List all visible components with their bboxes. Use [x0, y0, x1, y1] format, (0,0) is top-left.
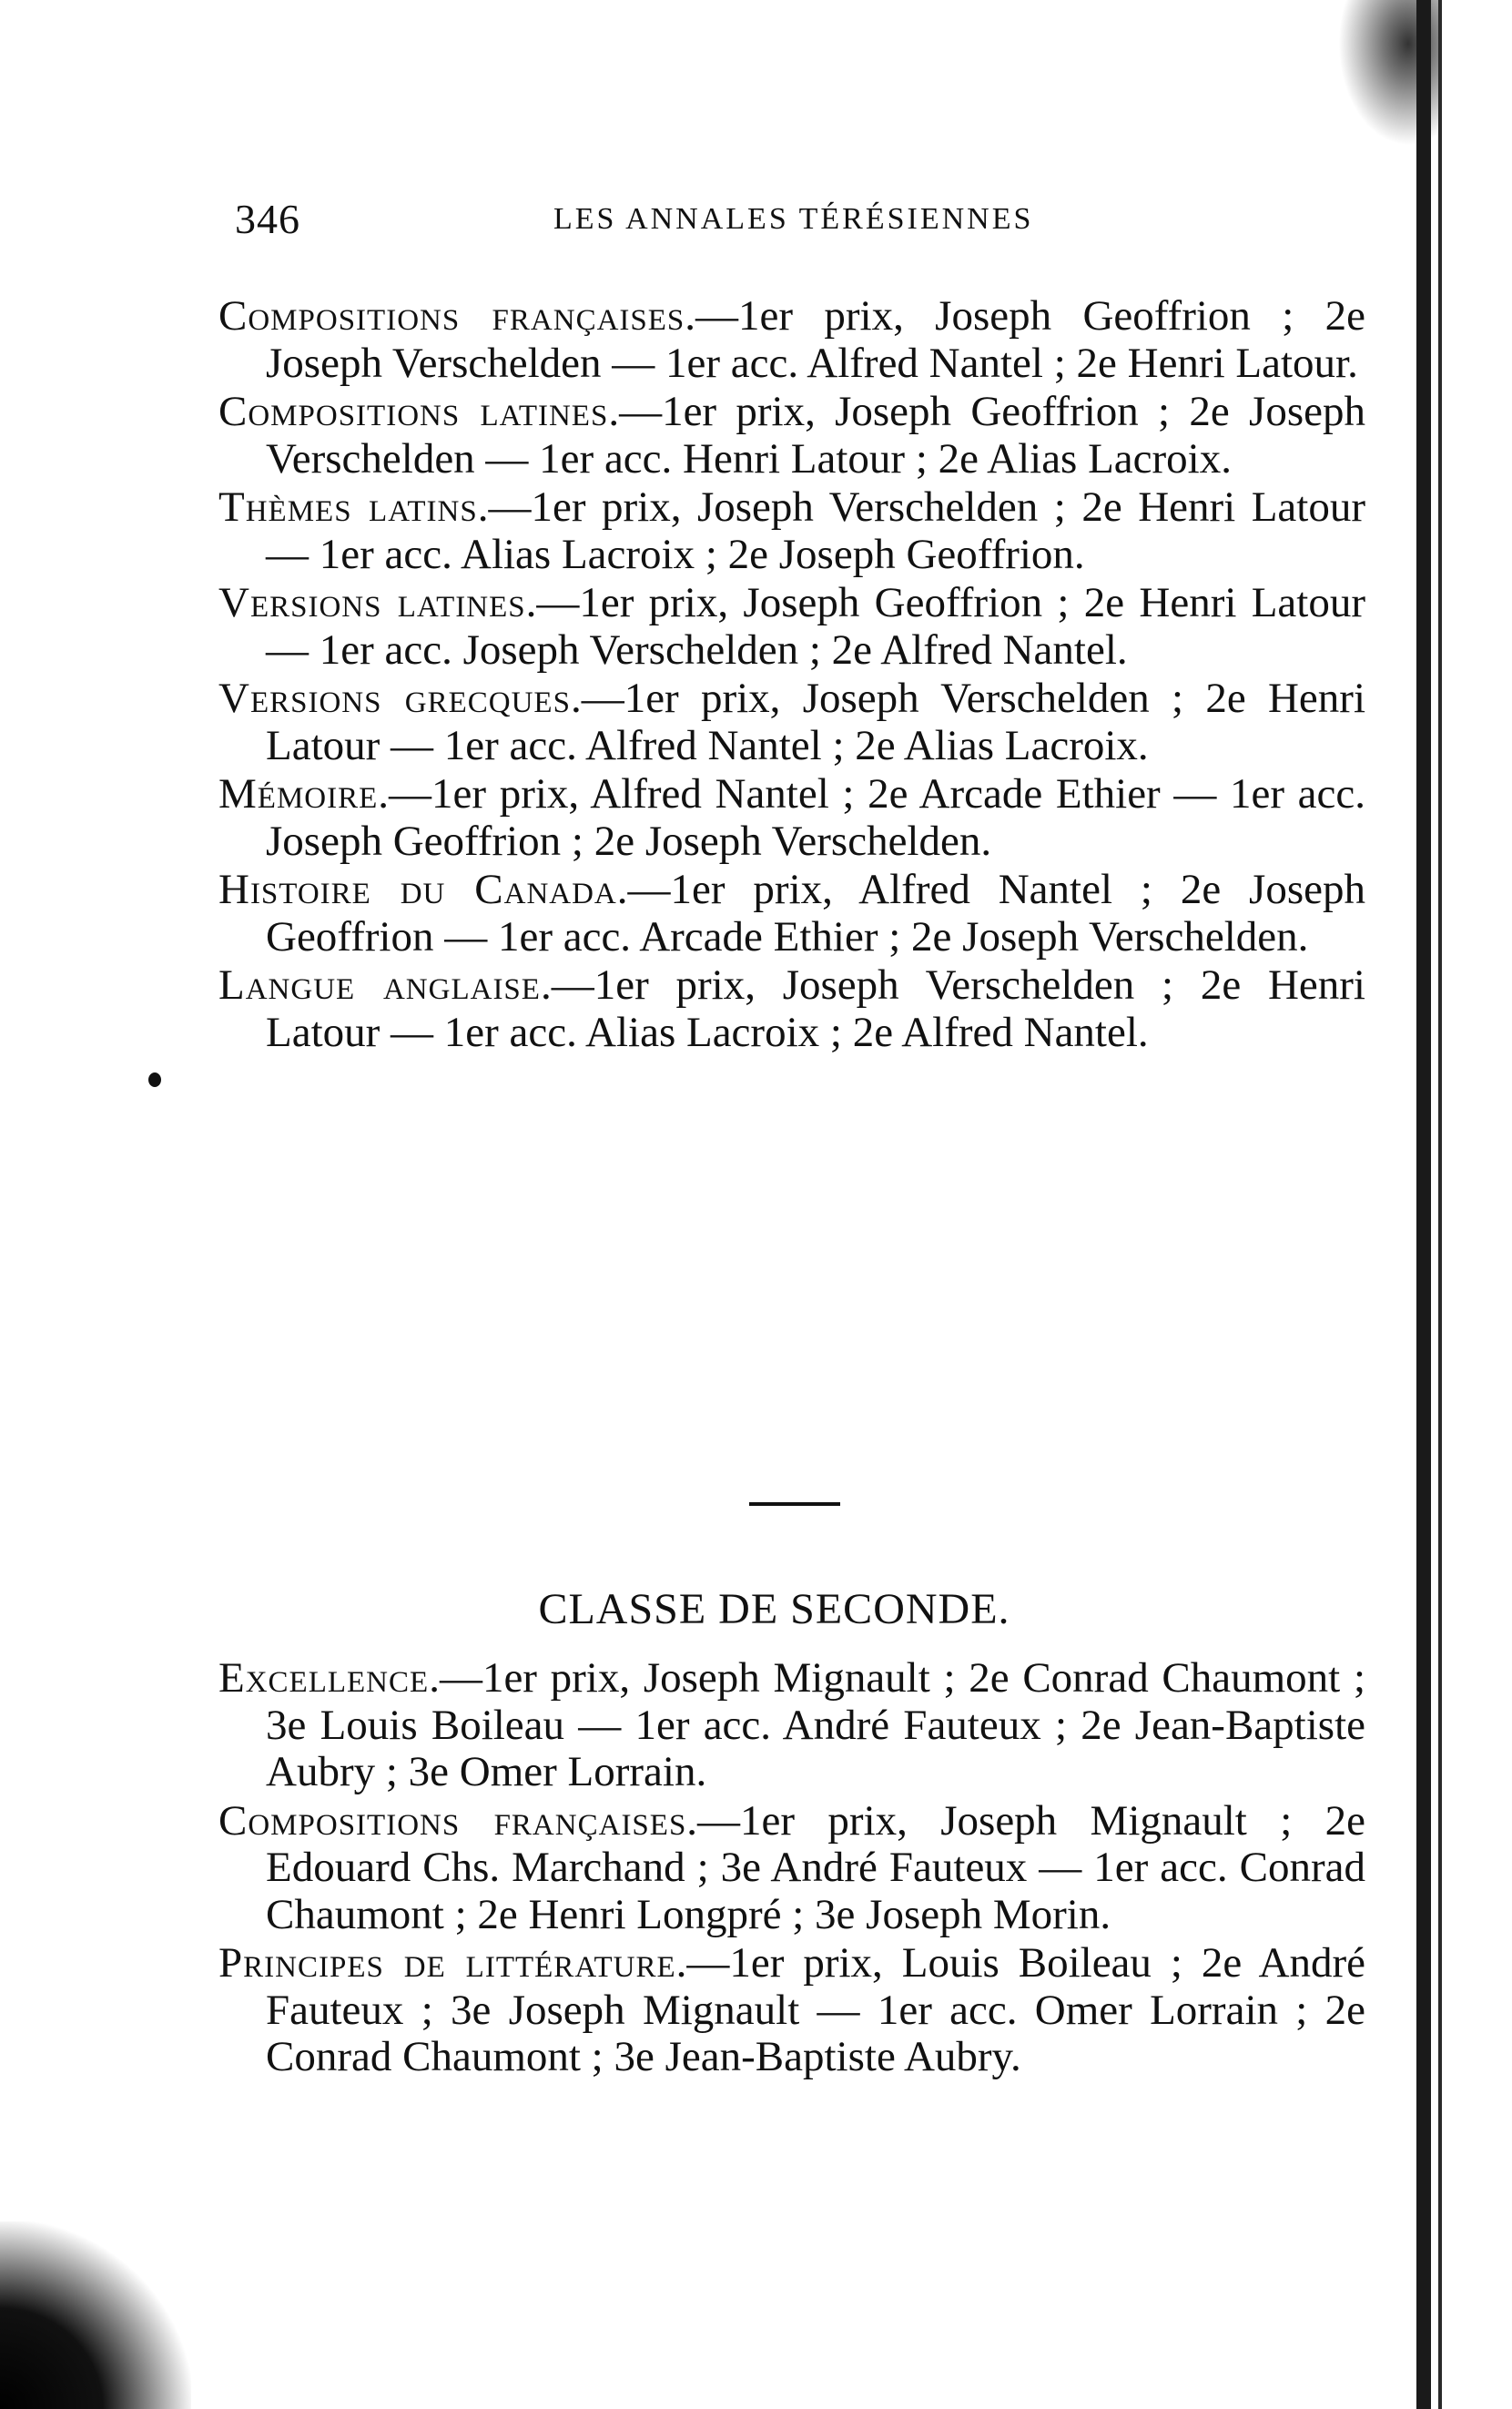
subject-label: Langue anglaise — [218, 961, 541, 1009]
prize-text: .—1er prix, Joseph Verschelden ; 2e Henri Latour — 1er acc. Alfred Nantel ; 2e Alias Lacroix. — [266, 675, 1366, 769]
page-header — [235, 195, 1145, 259]
prize-text: .—1er prix, Louis Boileau ; 2e André Fauteux ; 3e Joseph Mignault — 1er acc. Omer Lorrain ; 2e Conrad Chaumont ; 3e Jean-Baptiste Aubry. — [266, 1939, 1365, 2080]
subject-label: Versions grecques — [218, 675, 571, 722]
margin-ink-dot — [148, 1072, 161, 1087]
section-title: CLASSE DE SECONDE. — [538, 1585, 1010, 1633]
prize-text: .—1er prix, Joseph Mignault ; 2e Edouard Chs. Marchand ; 3e André Fauteux — 1er acc. Conrad Chaumont ; 2e Henri Longpré ; 3e Joseph Morin. — [266, 1796, 1365, 1938]
prize-text: .—1er prix, Joseph Verschelden ; 2e Henri Latour — 1er acc. Alias Lacroix ; 2e Joseph Geoffrion. — [266, 483, 1366, 578]
subject-label: Excellence — [218, 1654, 430, 1702]
subject-label: Versions latines — [218, 579, 526, 626]
prize-text: .—1er prix, Joseph Verschelden ; 2e Henri Latour — 1er acc. Alias Lacroix ; 2e Alfred Nantel. — [266, 961, 1365, 1056]
prize-text: .—1er prix, Joseph Geoffrion ; 2e Henri Latour — 1er acc. Joseph Verschelden ; 2e Alfred Nantel. — [266, 579, 1365, 674]
prize-entry — [218, 962, 1365, 1056]
prize-entry — [218, 771, 1365, 865]
prize-list-seconde — [218, 1655, 1365, 2083]
subject-label: Thèmes latins — [218, 483, 478, 531]
prize-entry — [218, 484, 1365, 578]
prize-entry — [218, 867, 1365, 961]
section-divider — [749, 1502, 840, 1506]
prize-entry — [218, 1798, 1365, 1939]
prize-list-rhetoric — [218, 293, 1365, 1058]
running-title: LES ANNALES TÉRÉSIENNES — [553, 202, 1034, 236]
prize-text: .—1er prix, Alfred Nantel ; 2e Joseph Geoffrion — 1er acc. Arcade Ethier ; 2e Joseph Verschelden. — [266, 866, 1365, 961]
prize-text: .—1er prix, Joseph Geoffrion ; 2e Joseph Verschelden — 1er acc. Alfred Nantel ; 2e Henri Latour. — [266, 292, 1365, 387]
subject-label: Compositions françaises — [218, 1796, 687, 1845]
prize-entry — [218, 1655, 1365, 1796]
prize-entry — [218, 676, 1365, 769]
subject-label: Compositions françaises — [218, 292, 685, 340]
subject-label: Principes de littérature — [218, 1939, 676, 1987]
page-number: 346 — [235, 196, 300, 242]
corner-shadow — [0, 2221, 191, 2409]
subject-label: Mémoire — [218, 770, 379, 818]
prize-entry — [218, 1940, 1365, 2081]
prize-text: .—1er prix, Joseph Geoffrion ; 2e Joseph Verschelden — 1er acc. Henri Latour ; 2e Alias Lacroix. — [266, 388, 1365, 483]
page-binding-edge — [1416, 0, 1431, 2409]
subject-label: Compositions latines — [218, 388, 609, 435]
page-binding-edge-line — [1438, 0, 1442, 2409]
subject-label: Histoire du Canada — [218, 866, 617, 913]
prize-entry — [218, 389, 1365, 483]
prize-text: .—1er prix, Alfred Nantel ; 2e Arcade Ethier — 1er acc. Joseph Geoffrion ; 2e Joseph Verschelden. — [266, 770, 1365, 865]
prize-entry — [218, 580, 1365, 674]
prize-entry — [218, 293, 1365, 387]
prize-text: .—1er prix, Joseph Mignault ; 2e Conrad Chaumont ; 3e Louis Boileau — 1er acc. André Fauteux ; 2e Jean-Baptiste Aubry ; 3e Omer Lorrain. — [266, 1654, 1365, 1795]
